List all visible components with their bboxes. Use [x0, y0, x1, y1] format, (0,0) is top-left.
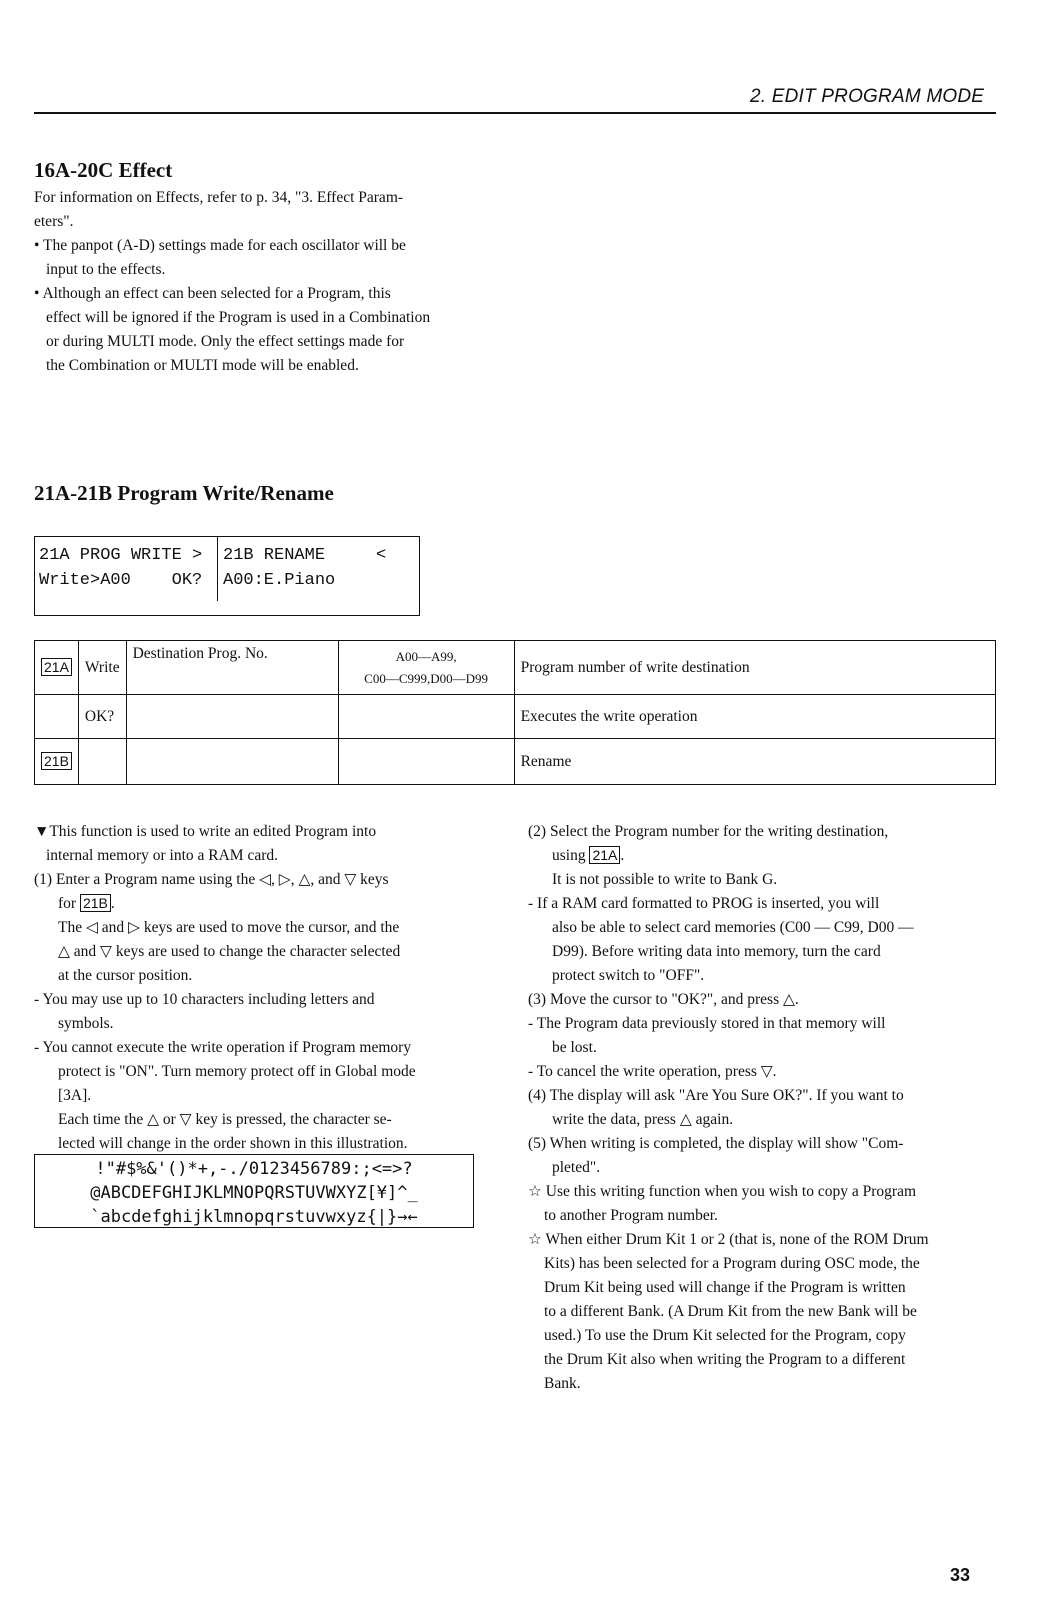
step-line: (5) When writing is completed, the display will show "Com- — [528, 1135, 904, 1152]
param-range — [338, 739, 514, 785]
param-name: Destination Prog. No. — [126, 641, 338, 695]
note-line: - You cannot execute the write operation if Program memory — [34, 1039, 412, 1056]
effect-bullet-line: effect will be ignored if the Program is used in a Combination — [46, 309, 431, 326]
lcd-text: 21B RENAME < — [223, 546, 387, 565]
step-line: using 21A . — [552, 847, 625, 864]
lcd-text: A00:E.Piano — [223, 571, 336, 590]
effect-intro-line: For information on Effects, refer to p. 34, "3. Effect Param- — [34, 189, 404, 206]
param-range: A00—A99, C00—C999,D00—D99 — [338, 641, 514, 695]
param-id — [35, 695, 79, 739]
step-line: for 21B . — [58, 895, 115, 912]
param-id: 21B — [35, 739, 79, 785]
table-row — [35, 695, 996, 739]
write-heading: 21A-21B Program Write/Rename — [34, 481, 334, 505]
table-row — [35, 641, 996, 695]
lcd-left-page — [35, 537, 218, 601]
body-line: internal memory or into a RAM card. — [46, 847, 279, 864]
param-label: Write — [78, 641, 126, 695]
write-left-column — [34, 820, 489, 1156]
step-line: write the data, press △ again. — [552, 1111, 734, 1128]
step-line: (3) Move the cursor to "OK?", and press △. — [528, 991, 799, 1008]
tip-line: to another Program number. — [544, 1207, 718, 1224]
effect-intro-line: eters". — [34, 213, 74, 230]
lcd-text: Write>A00 OK? — [39, 571, 203, 590]
param-label: OK? — [78, 695, 126, 739]
step-line: pleted". — [552, 1159, 601, 1176]
step-line: △ and ▽ keys are used to change the character selected — [58, 943, 401, 960]
note-line: - If a RAM card formatted to PROG is inserted, you will — [528, 895, 880, 912]
note-line: - The Program data previously stored in that memory will — [528, 1015, 886, 1032]
param-range — [338, 695, 514, 739]
note-line: D99). Before writing data into memory, turn the card — [552, 943, 881, 960]
character-set-box — [34, 1154, 474, 1228]
table-row — [35, 739, 996, 785]
note-line: be lost. — [552, 1039, 597, 1056]
effect-bullet-line: input to the effects. — [46, 261, 166, 278]
step-line: (2) Select the Program number for the writing destination, — [528, 823, 889, 840]
lcd-display — [34, 536, 420, 616]
key-label: 21A — [589, 846, 620, 864]
tip-line: used.) To use the Drum Kit selected for the Program, copy — [544, 1327, 906, 1344]
note-line: protect is "ON". Turn memory protect off in Global mode — [58, 1063, 416, 1080]
tip-line: Drum Kit being used will change if the Program is written — [544, 1279, 906, 1296]
tip-line: the Drum Kit also when writing the Program to a different — [544, 1351, 906, 1368]
running-header: 2. EDIT PROGRAM MODE — [750, 86, 985, 107]
tip-line: ☆ When either Drum Kit 1 or 2 (that is, none of the ROM Drum — [528, 1231, 929, 1248]
effect-body — [34, 186, 489, 378]
step-line: at the cursor position. — [58, 967, 193, 984]
param-name — [126, 695, 338, 739]
step-line: (1) Enter a Program name using the ◁, ▷, △, and ▽ keys — [34, 871, 389, 888]
tip-line: Bank. — [544, 1375, 581, 1392]
effect-bullet-line: • The panpot (A-D) settings made for each oscillator will be — [34, 237, 406, 254]
effect-bullet-line: or during MULTI mode. Only the effect settings made for — [46, 333, 405, 350]
effect-bullet-line: • Although an effect can been selected for a Program, this — [34, 285, 391, 302]
body-line: lected will change in the order shown in this illustration. — [58, 1135, 408, 1152]
effect-bullet-line: the Combination or MULTI mode will be enabled. — [46, 357, 359, 374]
tip-line: Kits) has been selected for a Program during OSC mode, the — [544, 1255, 920, 1272]
step-line: The ◁ and ▷ keys are used to move the cursor, and the — [58, 919, 400, 936]
tip-line: to a different Bank. (A Drum Kit from the new Bank will be — [544, 1303, 917, 1320]
body-line: ▼This function is used to write an edited Program into — [34, 823, 377, 840]
note-line: - You may use up to 10 characters including letters and — [34, 991, 375, 1008]
step-line: (4) The display will ask "Are You Sure OK?". If you want to — [528, 1087, 904, 1104]
param-label — [78, 739, 126, 785]
note-line: - To cancel the write operation, press ▽. — [528, 1063, 777, 1080]
lcd-right-page — [219, 537, 415, 601]
note-line: symbols. — [58, 1015, 114, 1032]
param-id: 21A — [35, 641, 79, 695]
step-line: It is not possible to write to Bank G. — [552, 871, 778, 888]
note-line: also be able to select card memories (C00 — C99, D00 — — [552, 919, 914, 936]
note-line: [3A]. — [58, 1087, 92, 1104]
charset-line: @ABCDEFGHIJKLMNOPQRSTUVWXYZ[¥]^_ — [90, 1183, 418, 1203]
tip-line: ☆ Use this writing function when you wish to copy a Program — [528, 1183, 916, 1200]
page-number: 33 — [950, 1565, 971, 1585]
write-right-column — [528, 820, 994, 1396]
note-line: protect switch to "OFF". — [552, 967, 705, 984]
param-description: Program number of write destination — [514, 641, 995, 695]
charset-line: `abcdefghijklmnopqrstuvwxyz{|}→← — [90, 1207, 418, 1227]
param-description: Executes the write operation — [514, 695, 995, 739]
key-label: 21B — [80, 894, 111, 912]
lcd-text: 21A PROG WRITE > — [39, 546, 203, 565]
param-name — [126, 739, 338, 785]
parameter-table — [34, 640, 996, 785]
body-line: Each time the △ or ▽ key is pressed, the character se- — [58, 1111, 392, 1128]
effect-heading: 16A-20C Effect — [34, 158, 173, 182]
charset-line: !"#$%&'()*+,-./0123456789:;<=>? — [95, 1159, 413, 1179]
param-description: Rename — [514, 739, 995, 785]
header-rule — [34, 112, 996, 114]
